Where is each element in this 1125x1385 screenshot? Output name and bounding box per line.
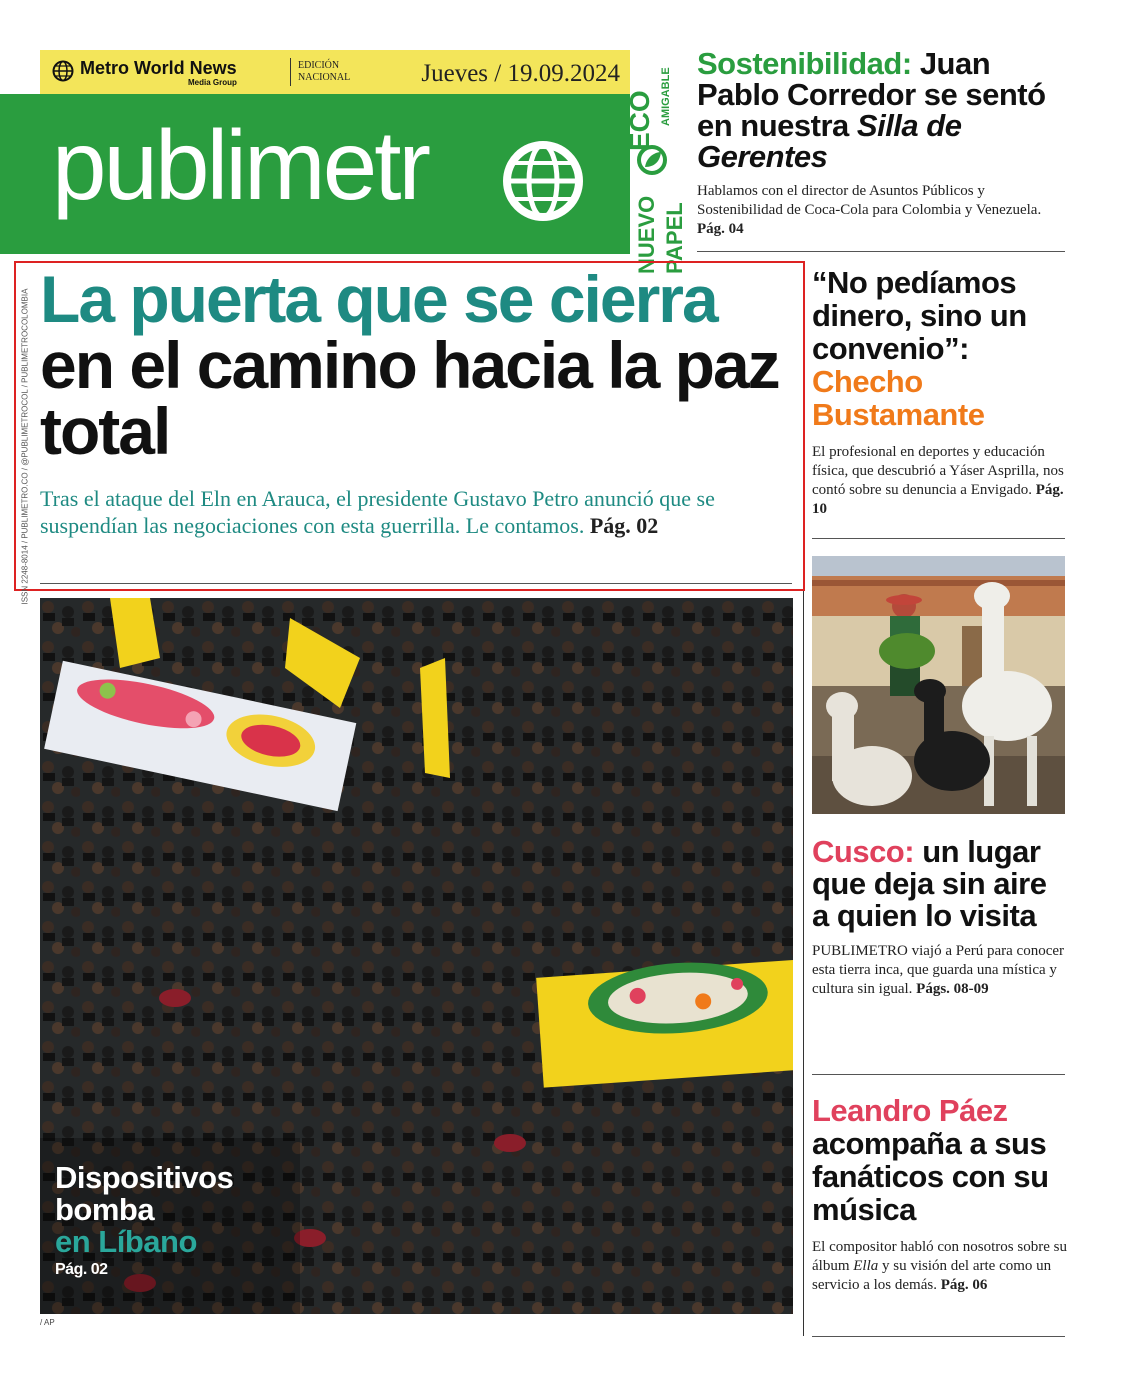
story-headline (812, 266, 1067, 431)
story-kicker: Cusco: (812, 834, 915, 869)
story-headline (812, 836, 1067, 932)
globe-icon (52, 60, 74, 82)
divider (812, 1336, 1065, 1337)
divider (812, 538, 1065, 539)
story-body-brand: PUBLIMETRO (812, 943, 908, 959)
photo-caption-page: Pág. 02 (55, 1261, 108, 1278)
photo-caption-line1: Dispositivos (55, 1160, 234, 1195)
story-page-ref: Pág. 06 (940, 1277, 988, 1293)
main-page-ref: Pág. 02 (589, 513, 659, 538)
story-headline-text: “No pedíamos dinero, sino un convenio”: (812, 265, 1027, 366)
main-headline[interactable] (40, 262, 790, 468)
photo-caption[interactable] (55, 1162, 355, 1282)
issn-vertical-text: ISSN 2248-8014 / PUBLIMETRO.CO / @PUBLIMETROCOL / PUBLIMETROCOLOMBIA (20, 288, 30, 605)
story-body-text: Hablamos con el director de Asuntos Públicos y Sostenibilidad de Coca-Cola para Colombia y Venezuela. (697, 183, 1042, 218)
divider (290, 58, 291, 86)
divider (697, 251, 1065, 252)
story-headline-italic: Silla de Gerentes (697, 108, 962, 174)
main-headline-black: en el camino hacia la paz total (40, 328, 779, 468)
top-bar (40, 50, 630, 94)
story-headline-text: acompaña a sus fanáticos con su música (812, 1126, 1049, 1227)
story-body (812, 1238, 1067, 1295)
eco-line-eco: ECO (624, 90, 655, 151)
main-deck-text: Tras el ataque del Eln en Arauca, el presidente Gustavo Petro anunció que se suspendían las negociaciones con esta guerrilla. Le contamos. (40, 486, 715, 538)
story-body-text: El compositor habló con nosotros sobre su álbum (812, 1239, 1067, 1274)
story-kicker: Leandro Páez (812, 1093, 1008, 1128)
divider (40, 583, 792, 584)
story-page-ref: Pág. 10 (812, 482, 1064, 517)
photo-credit: / AP (40, 1318, 55, 1327)
cusco-llama-photo[interactable] (812, 556, 1065, 814)
edition-label: EDICIÓN NACIONAL (298, 60, 351, 83)
story-kicker: Sostenibilidad: (697, 46, 912, 81)
logo-globe-icon (500, 138, 586, 224)
story-body (812, 942, 1067, 999)
story-headline-text: un lugar que deja sin aire a quien lo visita (812, 834, 1047, 933)
story-headline (812, 1094, 1067, 1226)
photo-caption-line3: en Líbano (55, 1224, 197, 1259)
story-body-text-2: y su visión del arte como un servicio a los demás. (812, 1258, 1052, 1293)
story-headline-text: Juan Pablo Corredor se sentó en nuestra (697, 46, 1046, 143)
eco-paper-badge (624, 48, 687, 274)
story-album-title: Ella (853, 1258, 879, 1274)
story-page-ref: Pág. 04 (697, 221, 744, 237)
story-person-name: Checho Bustamante (812, 364, 985, 432)
main-deck (40, 485, 800, 539)
story-body (697, 182, 1065, 239)
divider (812, 1074, 1065, 1075)
eco-line-papel: PAPEL (662, 202, 687, 274)
main-headline-teal: La puerta que se cierra (40, 262, 717, 336)
story-sostenibilidad[interactable] (697, 48, 1065, 239)
story-leandro-paez[interactable] (812, 1094, 1067, 1295)
story-page-ref: Págs. 08-09 (916, 981, 989, 997)
issue-date: Jueves / 19.09.2024 (421, 60, 620, 87)
story-body-text: El profesional en deportes y educación física, que descubrió a Yáser Asprilla, nos contó sobre su denuncia a Envigado. (812, 444, 1064, 498)
leaf-icon (635, 143, 669, 177)
story-cusco[interactable] (812, 836, 1067, 999)
eco-line-amigable: AMIGABLE (660, 67, 672, 126)
network-subtitle: Media Group (188, 78, 237, 87)
story-checho-bustamante[interactable] (812, 266, 1067, 519)
network-name: Metro World News (80, 58, 237, 78)
photo-caption-line2: bomba (55, 1192, 155, 1227)
story-headline (697, 48, 1065, 172)
publimetro-logo: publimetr (52, 110, 429, 220)
story-body-text: viajó a Perú para conocer esta tierra inca, que guarda una mística y cultura sin igual. (812, 943, 1065, 997)
eco-line-nuevo: NUEVO (634, 195, 659, 274)
story-body (812, 443, 1067, 519)
